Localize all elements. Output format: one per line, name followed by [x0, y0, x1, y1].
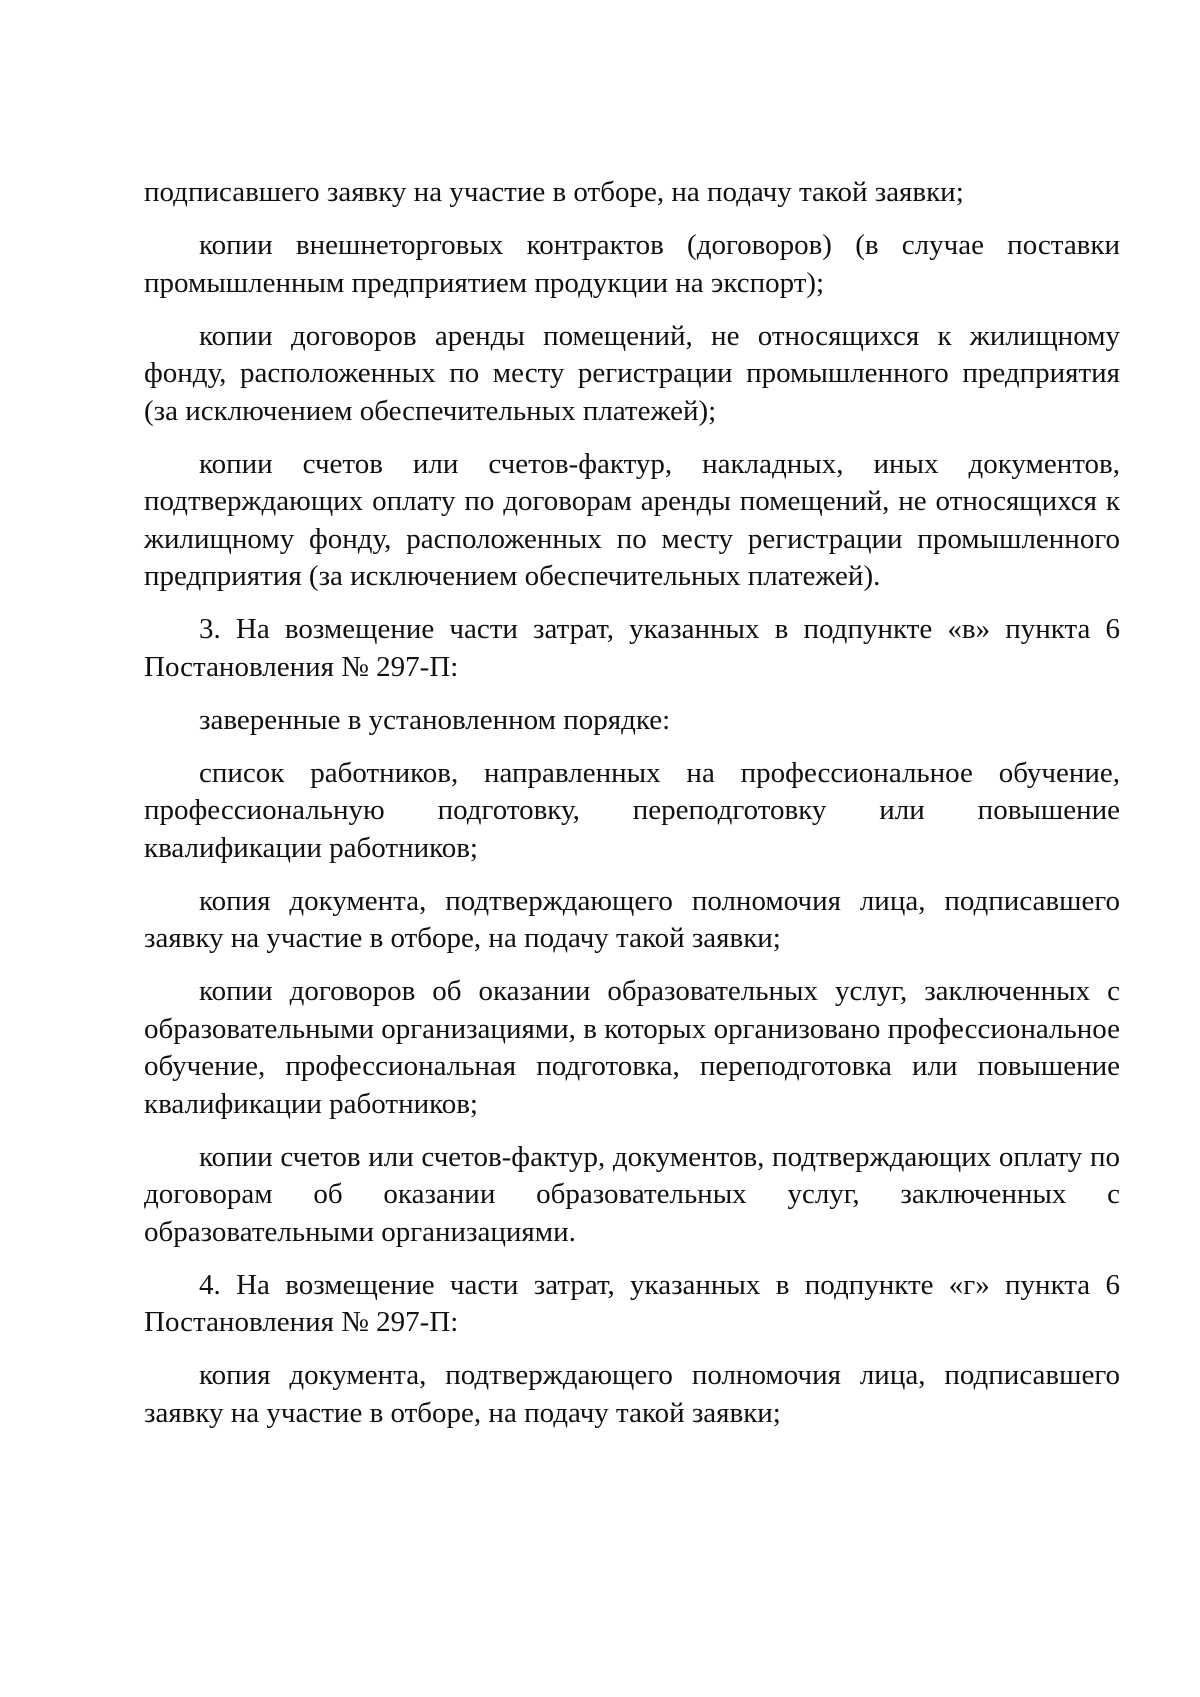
paragraph-certified: заверенные в установленном порядке: [199, 703, 671, 736]
paragraph-lease-payment-documents: копии счетов или счетов-фактур, накладных, иных документов, подтверждающих оплату по договорам аренды помещений, не относящихся к жилищному фонду, расположенных по месту регистрации промышленного предприятия (за исключением обеспечительных платежей). [144, 447, 1120, 592]
paragraph-section-3-heading: 3. На возмещение части затрат, указанных в подпункте «в» пункта 6 Постановления № 297-П: [144, 613, 1120, 683]
paragraph-education-agreements: копии договоров об оказании образовательных услуг, заключенных с образовательными организациями, в которых организовано профессиональное обучение, профессиональная подготовка, переподготовка или повышение квалификации работников; [144, 975, 1120, 1120]
paragraph-section-4-heading: 4. На возмещение части затрат, указанных в подпункте «г» пункта 6 Постановления № 297-П: [144, 1268, 1120, 1338]
paragraph-continuation: подписавшего заявку на участие в отборе, на подачу такой заявки; [144, 176, 964, 208]
paragraph-lease-agreements: копии договоров аренды помещений, не относящихся к жилищному фонду, расположенных по месту регистрации промышленного предприятия (за исключением обеспечительных платежей); [144, 319, 1120, 427]
paragraph-authority-document: копия документа, подтверждающего полномочия лица, подписавшего заявку на участие в отборе, на подачу такой заявки; [144, 884, 1120, 954]
paragraph-authority-document-2: копия документа, подтверждающего полномочия лица, подписавшего заявку на участие в отборе, на подачу такой заявки; [144, 1359, 1120, 1429]
paragraph-education-payment-documents: копии счетов или счетов-фактур, документов, подтверждающих оплату по договорам об оказании образовательных услуг, заключенных с образовательными организациями. [144, 1140, 1120, 1248]
paragraph-employee-list: список работников, направленных на профессиональное обучение, профессиональную подготовку, переподготовку или повышение квалификации работников; [144, 756, 1120, 864]
document-body [144, 174, 1120, 1448]
paragraph-foreign-trade-contracts: копии внешнеторговых контрактов (договоров) (в случае поставки промышленным предприятием продукции на экспорт); [144, 229, 1120, 299]
